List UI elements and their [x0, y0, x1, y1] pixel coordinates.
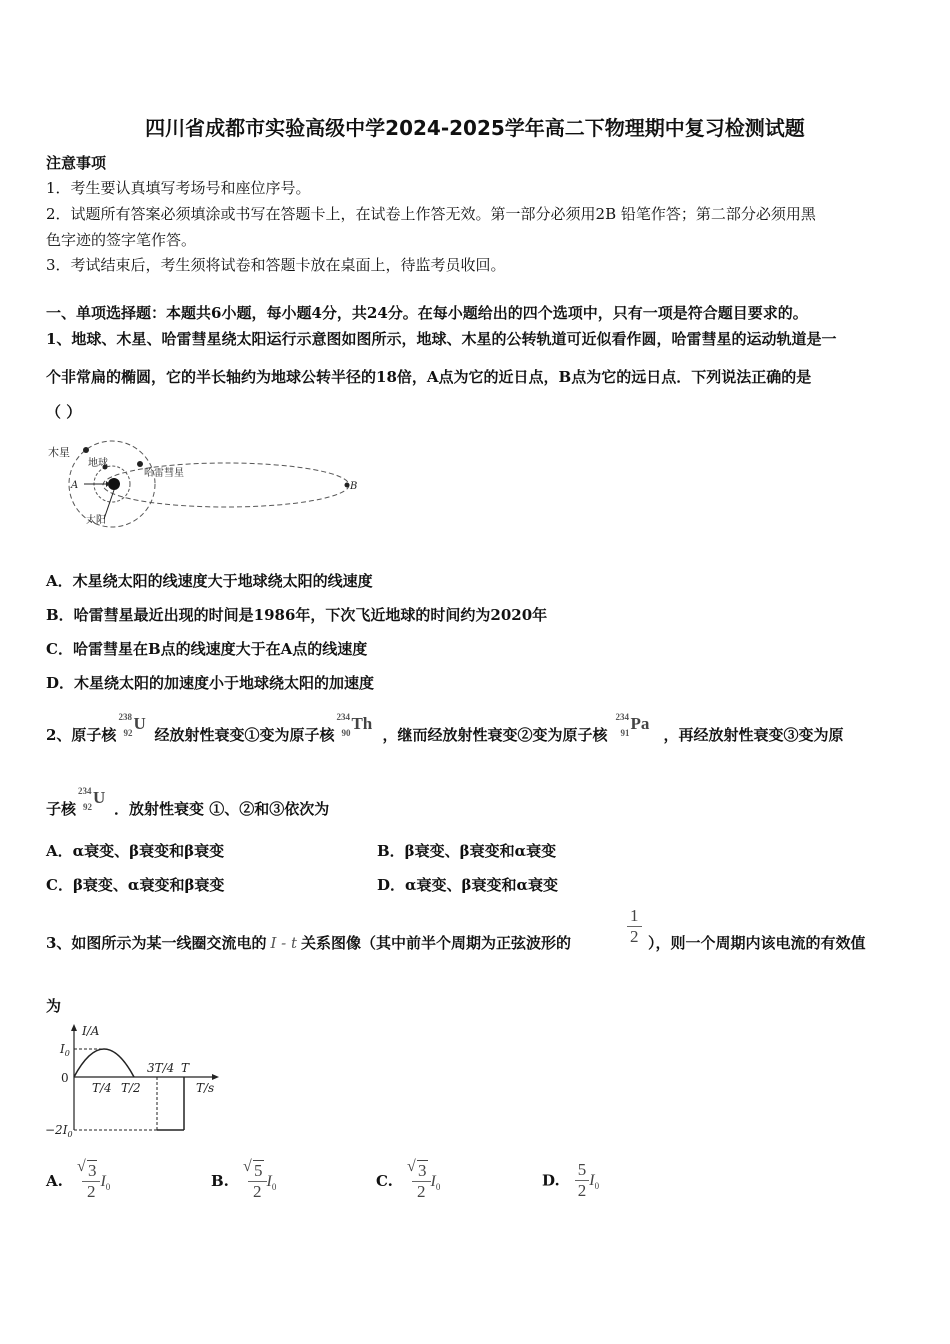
x-axis-arrow: [212, 1074, 219, 1080]
halley-label: 哈雷彗星: [144, 468, 184, 479]
q2-text: ，再经放射性衰变③变为原: [663, 726, 844, 744]
q3-option-c: C. √ $\frac{3}{2}$ $I_0$: [376, 1160, 440, 1202]
origin-label: 0: [61, 1071, 69, 1085]
q3-text: 为: [46, 997, 62, 1015]
half-fraction: $\frac{1}{2}$: [627, 906, 642, 947]
jupiter-label: 木星: [48, 446, 70, 459]
q2-text: 2、原子核: [46, 726, 117, 744]
jupiter-dot: [83, 447, 89, 453]
point-b-dot: [345, 483, 350, 488]
y-axis-arrow: [71, 1024, 77, 1031]
q2-text: 子核: [46, 800, 77, 818]
q2-option-a: A．α衰变、β衰变和β衰变: [46, 842, 225, 860]
q2-option-c: C．β衰变、α衰变和β衰变: [46, 876, 225, 894]
halley-orbit: [103, 463, 349, 507]
nuclide-u234: 234 92 U: [78, 786, 106, 812]
q2-stem-cont: [46, 786, 330, 819]
q1-option-a: A．木星绕太阳的线速度大于地球绕太阳的线速度: [46, 572, 373, 590]
q2-option-d: D．α衰变、β衰变和α衰变: [377, 876, 559, 894]
t-label: T: [181, 1061, 190, 1075]
q1-option-b: B．哈雷彗星最近出现的时间是1986年，下次飞近地球的时间约为2020年: [46, 606, 548, 624]
i0-label: $I_0$: [60, 1042, 70, 1058]
q2-text: ．放射性衰变 ①、②和③依次为: [114, 800, 330, 818]
y-label: I/A: [82, 1024, 100, 1038]
t34-label: 3T/4: [147, 1061, 175, 1075]
neg-label: $-2I_0$: [45, 1123, 73, 1138]
current-graph: [44, 1022, 234, 1138]
i-t-variable: I - t: [270, 934, 298, 952]
q2-text: ，继而经放射性衰变②变为原子核: [382, 726, 608, 744]
q1-option-d: D．木星绕太阳的加速度小于地球绕太阳的加速度: [46, 674, 375, 692]
q2-option-b: B．β衰变、β衰变和α衰变: [377, 842, 557, 860]
nuclide-pa234: 234 91 Pa: [615, 712, 650, 738]
notice-item: 2．试题所有答案必须填涂或书写在答题卡上，在试卷上作答无效。第一部分必须用2B 铅笔作答；第二部分必须用黑: [46, 205, 816, 223]
q3-text: 关系图像（其中前半个周期为正弦波形的: [301, 934, 572, 952]
q3-option-b: B. √ $\frac{5}{2}$ $I_0$: [211, 1160, 276, 1202]
nuclide-th234: 234 90 Th: [336, 712, 373, 738]
notice-heading: 注意事项: [46, 154, 107, 172]
q2-text: 经放射性衰变①变为原子核: [154, 726, 335, 744]
x-label: T/s: [196, 1081, 215, 1095]
section-heading: 一、单项选择题：本题共6小题，每小题4分，共24分。在每小题给出的四个选项中，只有一项是符合题目要求的。: [46, 304, 808, 322]
point-b-label: B: [350, 481, 358, 492]
t2-label: T/2: [121, 1081, 141, 1095]
t4-label: T/4: [92, 1081, 112, 1095]
q3-stem: [46, 932, 571, 953]
q3-text: 3、如图所示为某一线圈交流电的: [46, 934, 267, 952]
orbit-diagram: [44, 437, 364, 529]
q1-stem: （ ）: [46, 403, 82, 421]
notice-item: 3．考试结束后，考生须将试卷和答题卡放在桌面上，待监考员收回。: [46, 256, 506, 274]
sine-half-wave: [74, 1049, 134, 1077]
q1-stem: 个非常扁的椭圆，它的半长轴约为地球公转半径的18倍，A点为它的近日点，B点为它的远日点．下列说法正确的是: [46, 368, 812, 386]
point-a-label: A: [71, 480, 79, 491]
q3-text: ），则一个周期内该电流的有效值: [648, 934, 866, 952]
sun-label: 太阳: [86, 515, 106, 526]
page-title: 四川省成都市实验高级中学2024-2025学年高二下物理期中复习检测试题: [145, 116, 805, 140]
q3-option-d: D. $\frac{5}{2}$ $I_0$: [542, 1160, 600, 1200]
q3-option-a: A. √ $\frac{3}{2}$ $I_0$: [46, 1160, 110, 1202]
halley-dot: [137, 461, 143, 467]
q1-stem: 1、地球、木星、哈雷彗星绕太阳运行示意图如图所示，地球、木星的公转轨道可近似看作圆，哈雷彗星的运动轨道是一: [46, 330, 837, 348]
nuclide-u238: 238 92 U: [118, 712, 146, 738]
notice-item: 色字迹的签字笔作答。: [46, 231, 197, 249]
notice-item: 1．考生要认真填写考场号和座位序号。: [46, 179, 311, 197]
earth-label: 地球: [88, 458, 108, 469]
q1-option-c: C．哈雷彗星在B点的线速度大于在A点的线速度: [46, 640, 368, 658]
q2-stem: [46, 712, 844, 745]
